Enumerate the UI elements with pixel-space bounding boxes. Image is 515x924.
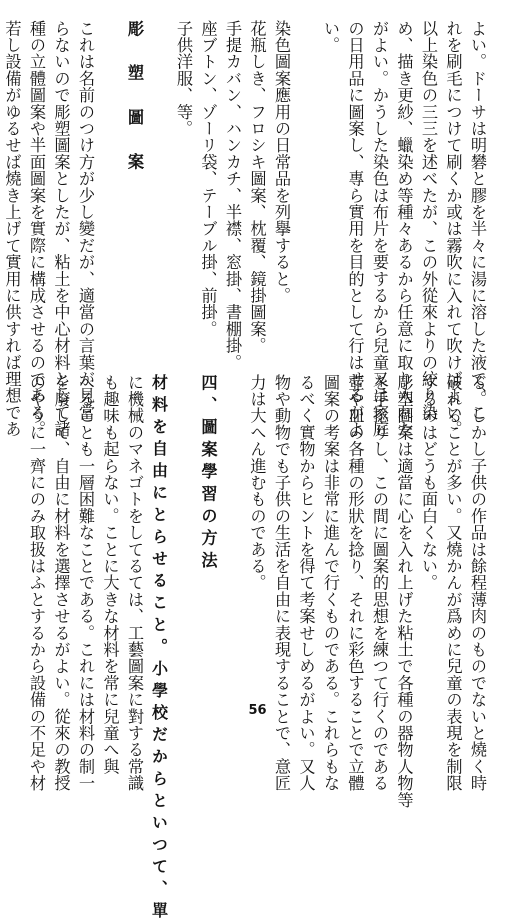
paragraph-line: れを刷毛につけて刷くか或は霧吹に入れて吹けばよい。	[443, 20, 463, 438]
blank-line	[293, 20, 318, 340]
paragraph-line: を廢して、自由に材料を選擇させるがよい。從來の教授	[51, 374, 71, 792]
paragraph-line-emphasis: 材料を自由にとらせること。小學校だからといつて、單	[149, 374, 169, 924]
paragraph-line: 若し設備がゆるせば燒き上げて實用に供すれば理想であ	[2, 20, 22, 438]
blank-line	[97, 20, 122, 340]
paragraph-line: 壺や皿の各種の形狀を捻り、それに彩色することで立體	[345, 374, 365, 792]
paragraph-line: 染色圖案應用の日常品を列擧すると。	[272, 20, 291, 304]
paragraph-line: も趣味も起らない。ことに大きな材料を常に兒童へ與	[100, 374, 120, 775]
paragraph-line: のやうに一齊にのみ取扱はふとするから設備の不足や材	[27, 374, 46, 792]
section-heading: 四、圖案學習の方法	[198, 374, 218, 574]
paragraph-line: い。	[321, 20, 340, 54]
upper-text-block	[0, 20, 489, 438]
paragraph-line: 以上染色の三三を述べたが、この外從來よりの絞り染	[419, 20, 438, 421]
paragraph-line: 破れることが多い。又燒かんが爲めに兒童の表現を制限	[443, 374, 463, 792]
paragraph-line: らないので彫塑圖案としたが、粘土を中心材料として諸	[51, 20, 71, 438]
paragraph-line: がよい。かうした染色は布片を要するから兒童又は家庭	[370, 20, 389, 438]
paragraph-line: よい。ドーサは明礬と膠を半々に湯に溶した液で、こ	[468, 20, 487, 421]
paragraph-line: に機械のマネゴトをしてるては、工藝圖案に對する常識	[125, 374, 144, 792]
blank-line	[146, 20, 171, 340]
paragraph-line: め、描き更紗、蠟染め等種々あるから任意に取り入れた	[394, 20, 414, 438]
paragraph-line: る。しかし子供の作品は餘程薄肉のものでないと燒く時	[468, 374, 487, 792]
paragraph-line: 物や動物でも子供の生活を自由に表現することで、意匠	[272, 374, 291, 792]
blank-line	[171, 374, 196, 694]
paragraph-line: 圖案の考案は非常に進んで行くものである。これらもな	[321, 374, 340, 792]
paragraph-line: 花瓶しき、フロシキ圖案、枕覆、鏡掛圖案。	[247, 20, 267, 354]
paragraph-line: るべく實物からヒントを得て考案せしめるがよい。又人	[296, 374, 316, 792]
paragraph-line: するのはどうも面白くない。	[419, 374, 438, 592]
blank-line	[220, 374, 245, 694]
paragraph-line: の日用品に圖案し、專ら實用を目的として行はせるがよ	[345, 20, 365, 438]
paragraph-line: 子供洋服、等。	[174, 20, 193, 137]
paragraph-line: 力は大へん進むものである。	[247, 374, 267, 592]
paragraph-line: へることも一層困難なことである。これには材料の制一	[76, 374, 95, 792]
paragraph-line: 彫塑圖案は適當に心を入れ上げた粘土で各種の器物人物等	[394, 374, 414, 809]
paragraph-line: 手提カバン、ハンカチ、半襟、窓掛、書棚掛。	[223, 20, 242, 371]
paragraph-line: 種の立體圖案や半面圖案を實際に構成させるのである。	[27, 20, 46, 438]
paragraph-line: を手捻りし、この間に圖案的思想を練つて行くのである	[370, 374, 389, 792]
paragraph-line: これは名前のつけ方が少し變だが、適當の言葉が見當	[76, 20, 95, 421]
section-heading: 彫 塑 圖 案	[125, 20, 144, 176]
page-number: 56	[248, 703, 267, 718]
paragraph-line: 座ブトン、ゾーリ袋、テーブル掛、前掛。	[198, 20, 218, 338]
